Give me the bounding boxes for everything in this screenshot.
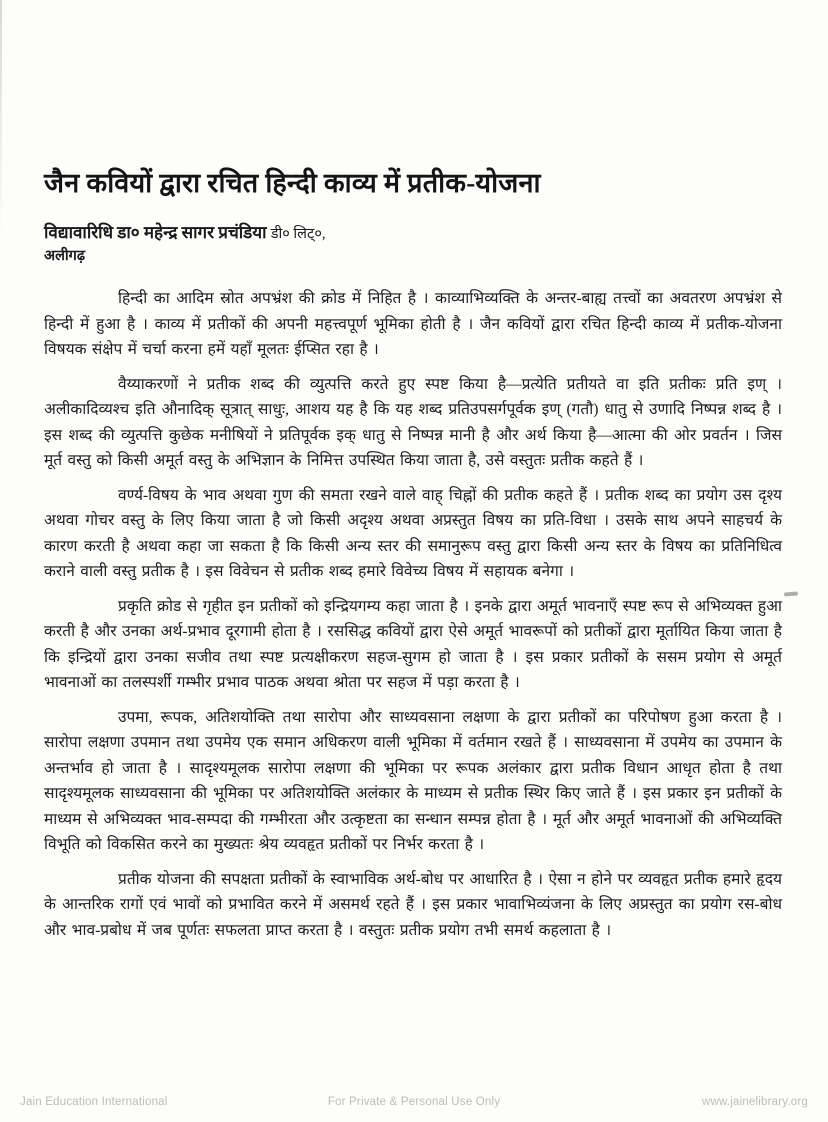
author-place: अलीगढ़ bbox=[44, 248, 85, 264]
footer-usage-note: For Private & Personal Use Only bbox=[327, 1096, 501, 1108]
paragraph: वैय्याकरणों ने प्रतीक शब्द की व्युत्पत्ति करते हुए स्पष्ट किया है—प्रत्येति प्रतीयते वा इति प्रतीकः प्रति इण् । अलीकादिव्यश्च इति औनादिक् सूत्रात् साधुः, आशय यह है कि यह शब्द प्रतिउपसर्गपूर्वक इण् (गतौ) धातु से उणादि निष्पन्न शब्द है । इस शब्द की व्युत्पत्ति कुछेक मनीषियों ने प्रतिपूर्वक इक् धातु से निष्पन्न मानी है और अर्थ किया है—आत्मा की ओर प्रवर्तन । जिस मूर्त वस्तु को किसी अमूर्त वस्तु के अभिज्ञान के निमित्त उपस्थित किया जाता है, उसे वस्तुतः प्रतीक कहते हैं । bbox=[44, 375, 782, 469]
author-name: विद्यावारिधि डा० महेन्द्र सागर प्रचंडिया bbox=[44, 223, 267, 242]
paragraph: प्रकृति क्रोड से गृहीत इन प्रतीकों को इन्द्रियगम्य कहा जाता है । इनके द्वारा अमूर्त भावनाएँ स्पष्ट रूप से अभिव्यक्त हुआ करती है और उनका अर्थ-प्रभाव दूरगामी होता है । रससिद्ध कवियों द्वारा ऐसे अमूर्त भावरूपों को प्रतीकों द्वारा मूर्तायित किया जाता है कि इन्द्रियों द्वारा उनका सजीव तथा स्पष्ट प्रत्यक्षीकरण सहज-सुगम हो जाता है । इस प्रकार प्रतीकों के ससम प्रयोग से अमूर्त भावनाओं का तलस्पर्शी गम्भीर प्रभाव पाठक अथवा श्रोता पर सहज में पड़ा करता है । bbox=[44, 597, 782, 691]
footer-publisher: Jain Education International bbox=[20, 1096, 168, 1108]
footer-website-link: www.jainelibrary.org bbox=[701, 1096, 808, 1108]
paragraph: हिन्दी का आदिम स्रोत अपभ्रंश की क्रोड में निहित है । काव्याभिव्यक्ति के अन्तर-बाह्य तत्त्वों का अवतरण अपभ्रंश से हिन्दी में हुआ है । काव्य में प्रतीकों की अपनी महत्त्वपूर्ण भूमिका होती है । जैन कवियों द्वारा रचित हिन्दी काव्य में प्रतीक-योजना विषयक संक्षेप में चर्चा करना हमें यहाँ मूलतः ईप्सित रहा है । bbox=[44, 290, 782, 358]
article-title: जैन कवियों द्वारा रचित हिन्दी काव्य में प्रतीक-योजना bbox=[44, 168, 541, 198]
scan-edge-artifact bbox=[0, 0, 2, 240]
scan-smudge-artifact bbox=[784, 592, 798, 597]
scan-footer bbox=[20, 1096, 808, 1108]
paragraph: प्रतीक योजना की सपक्षता प्रतीकों के स्वाभाविक अर्थ-बोध पर आधारित है । ऐसा न होने पर व्यवहृत प्रतीक हमारे हृदय के आन्तरिक रागों एवं भावों को प्रभावित करने में असमर्थ रहते हैं । इस प्रकार भावाभिव्यंजना के लिए अप्रस्तुत का प्रयोग रस-बोध और भाव-प्रबोध में जब पूर्णतः सफलता प्राप्त करता है । वस्तुतः प्रतीक प्रयोग तभी समर्थ कहलाता है । bbox=[44, 870, 782, 939]
byline bbox=[44, 222, 782, 245]
paragraph: उपमा, रूपक, अतिशयोक्ति तथा सारोपा और साध्यवसाना लक्षणा के द्वारा प्रतीकों का परिपोषण हुआ करता है । सारोपा लक्षणा उपमान तथा उपमेय एक समान अधिकरण वाली भूमिका में वर्तमान रखते हैं । साध्यवसाना में उपमेय का उपमान के अन्तर्भाव हो जाता है । सादृश्यमूलक सारोपा लक्षणा की भूमिका पर रूपक अलंकार द्वारा प्रतीक विधान आधृत होता है तथा सादृश्यमूलक साध्यवसाना की भूमिका पर अतिशयोक्ति अलंकार के माध्यम से प्रतीक स्थिर किए जाते हैं । इस प्रकार इन प्रतीकों के माध्यम से अभिव्यक्त भाव-सम्पदा की गम्भीरता और उत्कृष्टता का सन्धान सम्पन्न होता है । मूर्त और अमूर्त भावनाओं की अभिव्यक्ति विभूति को विकसित करने का मुख्यतः श्रेय व्यवहृत प्रतीकों पर निर्भर करता है । bbox=[44, 708, 782, 853]
paragraph: वर्ण्य-विषय के भाव अथवा गुण की समता रखने वाले वाह् चिह्नों की प्रतीक कहते हैं । प्रतीक शब्द का प्रयोग उस दृश्य अथवा गोचर वस्तु के लिए किया जाता है जो किसी अदृश्य अथवा अप्रस्तुत विषय का प्रति-विधा । उसके साथ अपने साहचर्य के कारण करती है अथवा कहा जा सकता है कि किसी अन्य स्तर की समानुरूप वस्तु द्वारा किसी अन्य स्तर के विषय का प्रतिनिधित्व कराने वाली वस्तु प्रतीक है । इस विवेचन से प्रतीक शब्द हमारे विवेच्य विषय में सहायक बनेगा । bbox=[44, 486, 782, 580]
body-paragraphs bbox=[44, 286, 782, 943]
article bbox=[44, 166, 782, 952]
author-degree: डी० लिट्०, bbox=[270, 226, 326, 242]
